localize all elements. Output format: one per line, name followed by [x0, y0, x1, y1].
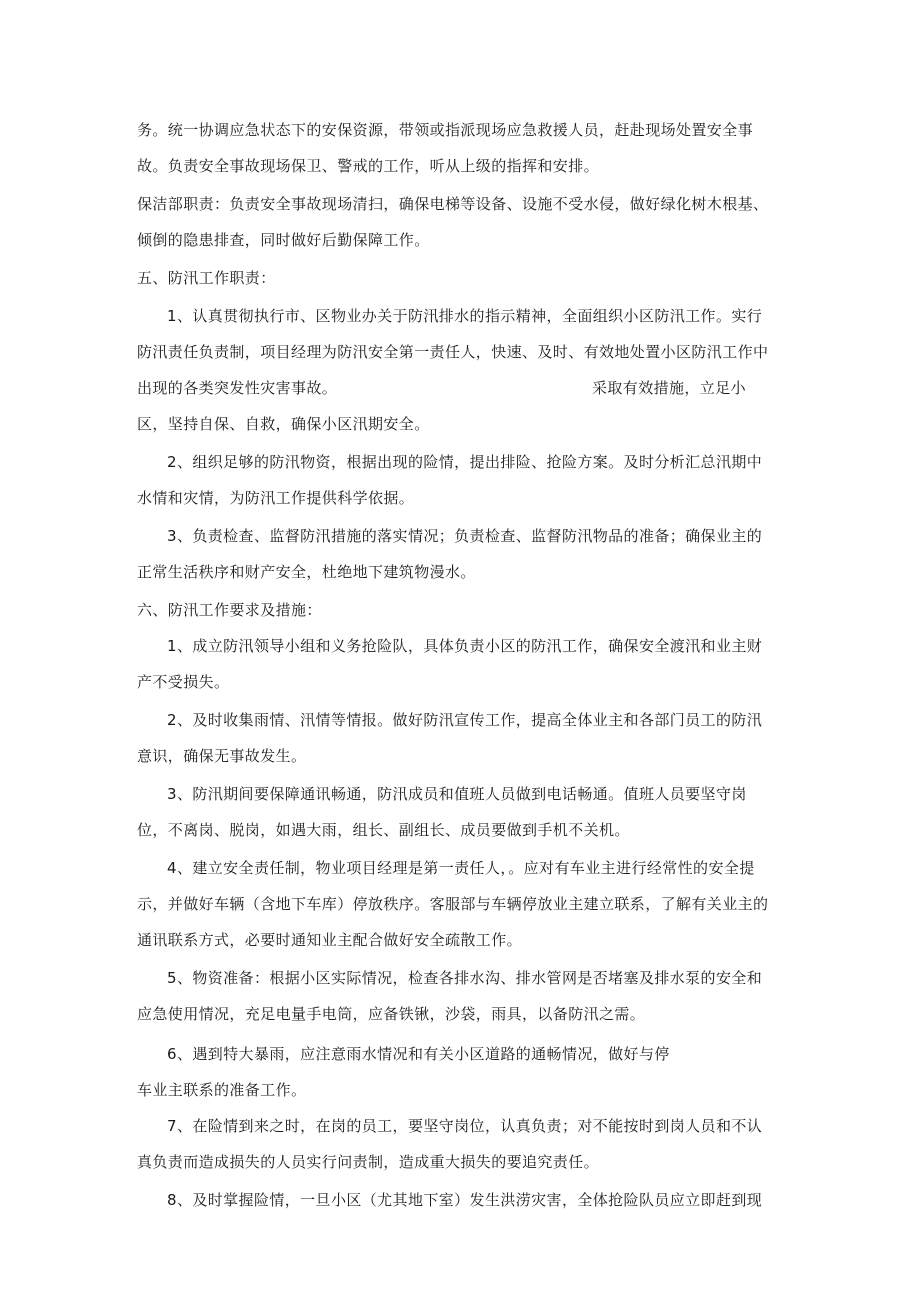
- section-heading-5: 五、防汛工作职责：: [137, 269, 276, 287]
- item-text: 、及时掌握险情，一旦小区（尤其地下室）发生洪涝灾害，全体抢险队员应立即赶到现: [176, 1191, 763, 1209]
- item-text: 、物资准备：根据小区实际情况，检查各排水沟、排水管网是否堵塞及排水泵的安全和: [176, 969, 763, 987]
- paragraph-line: [167, 306, 762, 326]
- paragraph-line: 车业主联系的准备工作。: [137, 1081, 307, 1099]
- paragraph-line: 真负责而造成损失的人员实行问责制，造成重大损失的要追究责任。: [137, 1153, 600, 1171]
- item-number: 8: [167, 1191, 177, 1209]
- paragraph-line: 水情和灾情，为防汛工作提供科学依据。: [137, 489, 415, 507]
- paragraph-line: 位，不离岗、脱岗，如遇大雨，组长、副组长、成员要做到手机不关机。: [137, 821, 630, 839]
- item-text: 、认真贯彻执行市、区物业办关于防汛排水的指示精神，全面组织小区防汛工作。实行: [176, 307, 763, 325]
- item-text: 、及时收集雨情、汛情等情报。做好防汛宣传工作，提高全体业主和各部门员工的防汛: [176, 711, 763, 729]
- paragraph-line: 保洁部职责：负责安全事故现场清扫，确保电梯等设备、设施不受水侵，做好绿化树木根基、: [137, 195, 769, 213]
- paragraph-line: 正常生活秩序和财产安全，杜绝地下建筑物漫水。: [137, 563, 476, 581]
- item-number: 2: [167, 453, 177, 471]
- paragraph-line-fragment: 采取有效措施，立足小: [592, 379, 747, 397]
- item-number: 4: [167, 859, 177, 877]
- item-number: 6: [167, 1045, 177, 1063]
- paragraph-line: [167, 526, 762, 546]
- paragraph-line: [167, 1190, 762, 1210]
- item-text: 、防汛期间要保障通讯畅通，防汛成员和值班人员做到电话畅通。值班人员要坚守岗: [176, 785, 747, 803]
- paragraph-line: 产不受损失。: [137, 673, 230, 691]
- paragraph-line: [167, 1044, 670, 1064]
- item-number: 3: [167, 527, 177, 545]
- section-heading-6: 六、防汛工作要求及措施：: [137, 601, 322, 619]
- paragraph-line: 区，坚持自保、自救，确保小区汛期安全。: [137, 415, 430, 433]
- paragraph-line: 防汛责任负责制，项目经理为防汛安全第一责任人，快速、及时、有效地处置小区防汛工作中: [137, 343, 769, 361]
- item-number: 1: [167, 307, 177, 325]
- item-text: 、组织足够的防汛物资，根据出现的险情，提出排险、抢险方案。及时分析汇总汛期中: [176, 453, 763, 471]
- item-number: 7: [167, 1117, 177, 1135]
- item-text: 、负责检查、监督防汛措施的落实情况；负责检查、监督防汛物品的准备；确保业主的: [176, 527, 763, 545]
- paragraph-line: 示，并做好车辆（含地下车库）停放秩序。客服部与车辆停放业主建立联系，了解有关业主的: [137, 895, 769, 913]
- paragraph-line: [167, 452, 762, 472]
- paragraph-line: 务。统一协调应急状态下的安保资源，带领或指派现场应急救援人员，赶赴现场处置安全事: [137, 121, 754, 139]
- paragraph-line: 倾倒的隐患排查，同时做好后勤保障工作。: [137, 231, 430, 249]
- item-number: 1: [167, 637, 177, 655]
- paragraph-line: 出现的各类突发性灾害事故。: [137, 379, 338, 397]
- paragraph-line: [167, 636, 762, 656]
- item-text: 、成立防汛领导小组和义务抢险队，具体负责小区的防汛工作，确保安全渡汛和业主财: [176, 637, 763, 655]
- item-text: 、遇到特大暴雨，应注意雨水情况和有关小区道路的通畅情况，做好与停: [176, 1045, 670, 1063]
- item-number: 3: [167, 785, 177, 803]
- item-number: 2: [167, 711, 177, 729]
- paragraph-line: [167, 1116, 762, 1136]
- paragraph-line: [167, 710, 762, 730]
- paragraph-line: 通讯联系方式，必要时通知业主配合做好安全疏散工作。: [137, 931, 523, 949]
- item-text: 、建立安全责任制，物业项目经理是第一责任人，。应对有车业主进行经常性的安全提: [176, 859, 755, 877]
- item-number: 5: [167, 969, 177, 987]
- paragraph-line: 故。负责安全事故现场保卫、警戒的工作，听从上级的指挥和安排。: [137, 157, 600, 175]
- item-text: 、在险情到来之时，在岗的员工，要坚守岗位，认真负责；对不能按时到岗人员和不认: [176, 1117, 763, 1135]
- paragraph-line: [167, 784, 747, 804]
- paragraph-line: 应急使用情况，充足电量手电筒，应备铁锹，沙袋，雨具，以备防汛之需。: [137, 1005, 646, 1023]
- paragraph-line: 意识，确保无事故发生。: [137, 747, 307, 765]
- paragraph-line: [167, 858, 755, 878]
- paragraph-line: [167, 968, 762, 988]
